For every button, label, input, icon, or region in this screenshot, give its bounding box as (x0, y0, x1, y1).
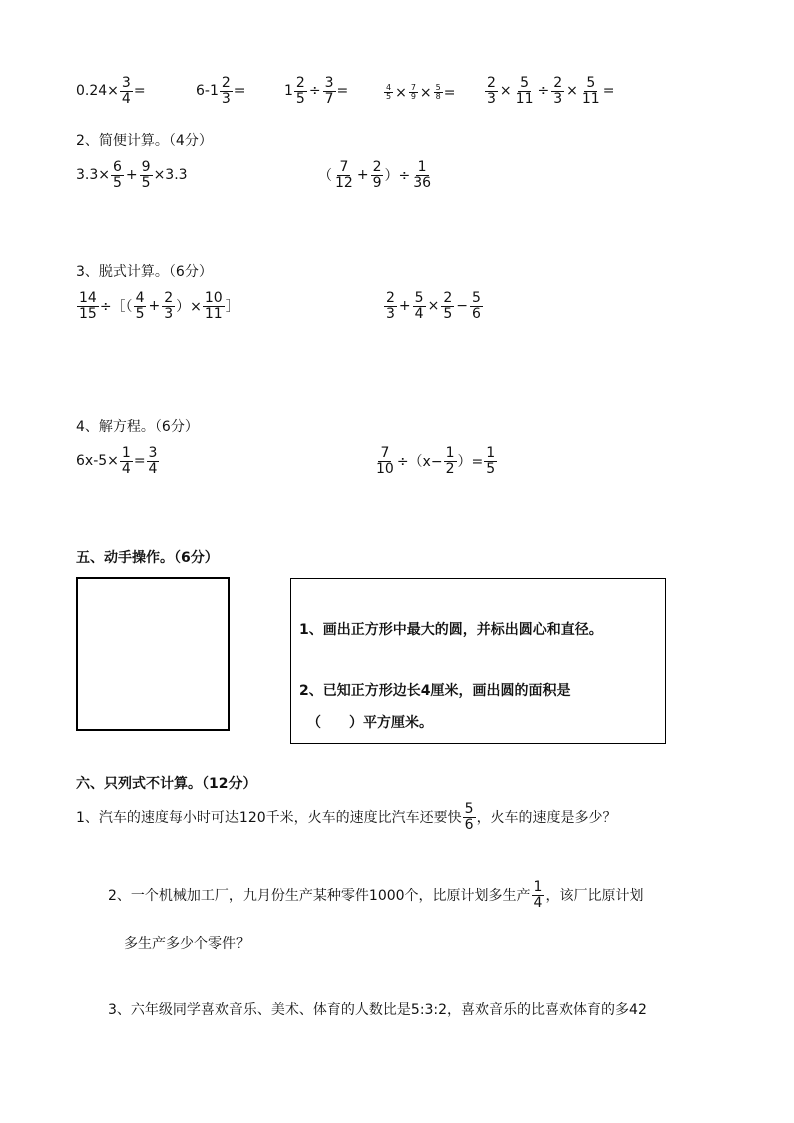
word-problem-2 (108, 880, 643, 910)
section-2-title: 2、简便计算。（4分） (76, 133, 213, 149)
stepwise-problem-2 (383, 291, 484, 321)
equation-1 (76, 446, 160, 476)
fraction: $\frac{2}{3}$ (221, 75, 231, 107)
fraction: $\frac{4}{5}$ (386, 83, 392, 102)
equals-sign: = (602, 83, 615, 100)
equals-sign: = (233, 83, 246, 100)
stepwise-problem-1 (76, 291, 240, 321)
section-6-title: 六、只列式不计算。（12分） (76, 776, 257, 792)
instructions-box (290, 578, 666, 744)
calc-expression-2 (196, 76, 246, 106)
operator: + (125, 167, 138, 184)
instruction-2-answer: （ ）平方厘米。 (307, 715, 433, 731)
operator: × (566, 83, 578, 100)
problem-text: 1、汽车的速度每小时可达120千米，火车的速度比汽车还要快 (76, 810, 462, 827)
expr-text: ÷［（ (99, 299, 133, 316)
calc-expression-1 (76, 76, 146, 106)
expr-text: ）= (457, 454, 484, 471)
fraction: $\frac{5}{8}$ (435, 83, 441, 102)
fraction: $\frac{2}{9}$ (372, 159, 382, 191)
calc-expression-5 (484, 76, 614, 106)
drawing-square (76, 577, 230, 731)
expr-text: 0.24× (76, 83, 119, 100)
fraction: $\frac{5}{11}$ (581, 75, 600, 107)
fraction: $\frac{9}{5}$ (141, 159, 151, 191)
fraction: $\frac{6}{5}$ (113, 159, 122, 191)
operator: − (456, 298, 468, 315)
expr-text: 6x-5× (76, 453, 119, 470)
fraction: $\frac{2}{3}$ (553, 75, 563, 107)
section-4-title: 4、解方程。（6分） (76, 419, 199, 435)
fraction: $\frac{2}{3}$ (487, 75, 496, 107)
whole-part: 1 (284, 83, 293, 100)
expr-text: ］ (225, 299, 240, 316)
expr-text: 3.3× (76, 167, 110, 184)
fraction: $\frac{5}{6}$ (471, 290, 481, 322)
fraction: $\frac{1}{36}$ (413, 159, 432, 191)
word-problem-1 (76, 802, 617, 832)
operator: × (427, 298, 440, 315)
fraction: $\frac{10}{11}$ (204, 290, 223, 322)
fraction: $\frac{14}{15}$ (79, 290, 97, 322)
fraction: $\frac{7}{12}$ (335, 159, 353, 191)
paren: （ (318, 168, 332, 185)
fraction: $\frac{3}{7}$ (324, 75, 334, 107)
fraction: $\frac{2}{5}$ (295, 75, 305, 107)
fraction: $\frac{3}{4}$ (121, 75, 131, 107)
fraction: $\frac{1}{2}$ (445, 445, 455, 477)
word-problem-2-continued: 多生产多少个零件？ (124, 936, 250, 952)
equals-sign: = (133, 453, 146, 470)
operator: + (148, 298, 161, 315)
operator: ÷ (308, 83, 321, 100)
instruction-2: 2、已知正方形边长4厘米，画出圆的面积是 (299, 683, 571, 699)
fraction: $\frac{1}{5}$ (486, 445, 496, 477)
paren: ）÷ (384, 168, 411, 185)
section-3-title: 3、脱式计算。（6分） (76, 264, 213, 280)
fraction: $\frac{5}{11}$ (515, 75, 534, 107)
fraction: $\frac{7}{10}$ (376, 445, 394, 477)
fraction: $\frac{3}{4}$ (148, 445, 158, 477)
expr-text: ×3.3 (153, 167, 188, 184)
operator: + (356, 167, 369, 184)
simplify-problem-1 (76, 160, 188, 190)
operator: + (398, 298, 411, 315)
problem-text: ，火车的速度是多少？ (476, 810, 617, 827)
fraction: $\frac{1}{4}$ (121, 445, 131, 477)
expr-text: 6-1 (196, 83, 219, 100)
expr-text: ÷（x− (396, 454, 443, 471)
fraction: $\frac{4}{5}$ (135, 290, 145, 322)
word-problem-3: 3、六年级同学喜欢音乐、美术、体育的人数比是5:3:2，喜欢音乐的比喜欢体育的多42 (108, 1002, 647, 1018)
equals-sign: = (443, 84, 456, 101)
equals-sign: = (133, 83, 146, 100)
calc-expression-3 (284, 76, 348, 106)
simplify-problem-2 (318, 160, 434, 190)
fraction: $\frac{2}{5}$ (443, 290, 453, 322)
section-5-title: 五、动手操作。（6分） (76, 550, 219, 566)
fraction: $\frac{7}{9}$ (410, 83, 416, 102)
fraction: $\frac{1}{4}$ (533, 879, 543, 911)
fraction: $\frac{5}{6}$ (464, 801, 474, 833)
fraction: $\frac{5}{4}$ (414, 290, 424, 322)
equation-2 (373, 446, 498, 476)
operator: × (419, 84, 432, 101)
equals-sign: = (336, 83, 349, 100)
operator: × (499, 83, 512, 100)
calc-expression-4 (383, 84, 455, 102)
expr-text: ）× (176, 299, 202, 316)
fraction: $\frac{2}{3}$ (164, 290, 174, 322)
operator: × (395, 84, 407, 101)
problem-text: ，该厂比原计划 (545, 888, 644, 905)
fraction: $\frac{2}{3}$ (386, 290, 395, 322)
instruction-1: 1、画出正方形中最大的圆，并标出圆心和直径。 (299, 622, 603, 638)
operator: ÷ (537, 83, 550, 100)
problem-text: 2、一个机械加工厂，九月份生产某种零件1000个，比原计划多生产 (108, 888, 531, 905)
